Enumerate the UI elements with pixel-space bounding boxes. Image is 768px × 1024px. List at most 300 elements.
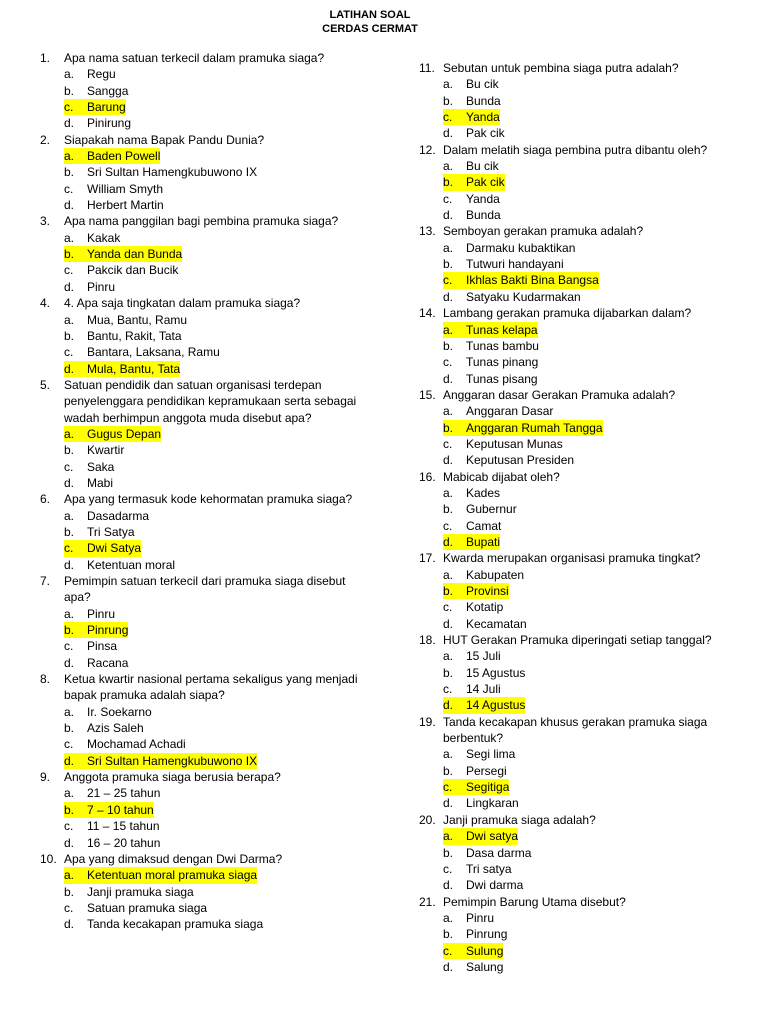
question-line	[419, 894, 759, 910]
option-letter: c.	[443, 109, 466, 125]
option-letter: d.	[443, 796, 454, 811]
option-letter: a.	[443, 747, 454, 762]
option-letter: b.	[64, 802, 87, 818]
question-text: Pemimpin satuan terkecil dari pramuka siaga disebut apa?	[64, 574, 346, 605]
option-letter: b.	[443, 583, 466, 599]
option-text: Mula, Bantu, Tata	[87, 361, 181, 376]
question-number: 2.	[40, 132, 51, 147]
question-item	[419, 60, 759, 142]
option-letter: b.	[443, 338, 454, 353]
option-letter: a.	[64, 786, 75, 801]
option-text: Barung	[87, 100, 126, 115]
option-text: 15 Agustus	[466, 665, 526, 680]
option-letter: b.	[64, 328, 75, 343]
option-text: Pinirung	[87, 116, 132, 131]
page-title: LATIHAN SOAL	[329, 9, 411, 21]
question-line	[40, 132, 365, 148]
answer-option	[419, 485, 759, 501]
question-number: 18.	[419, 633, 436, 648]
option-text: Pinsa	[87, 639, 118, 654]
option-text: 14 Agustus	[466, 698, 526, 713]
option-text: Dwi darma	[466, 878, 524, 893]
answer-option-highlighted	[419, 583, 759, 599]
answer-option	[419, 158, 759, 174]
option-letter: c.	[64, 819, 74, 834]
question-number: 9.	[40, 770, 51, 785]
option-text: Bupati	[466, 534, 501, 549]
question-line	[40, 50, 365, 66]
answer-option-highlighted	[40, 802, 365, 818]
option-text: 16 – 20 tahun	[87, 835, 161, 850]
answer-option	[40, 704, 365, 720]
option-text: Dwi Satya	[87, 541, 142, 556]
answer-option	[419, 795, 759, 811]
question-text: Siapakah nama Bapak Pandu Dunia?	[64, 132, 265, 147]
answer-option	[419, 518, 759, 534]
option-text: Tunas kelapa	[466, 322, 538, 337]
question-number: 17.	[419, 551, 436, 566]
option-text: Azis Saleh	[87, 721, 144, 736]
answer-option	[40, 835, 365, 851]
option-letter: b.	[443, 502, 454, 517]
question-item	[419, 632, 759, 714]
option-text: Yanda	[466, 191, 500, 206]
question-item	[419, 223, 759, 305]
answer-option	[40, 164, 365, 180]
option-text: Bu cik	[466, 159, 499, 174]
option-text: Satuan pramuka siaga	[87, 900, 208, 915]
option-text: Pak cik	[466, 175, 505, 190]
option-letter: d.	[443, 697, 466, 713]
answer-option	[419, 452, 759, 468]
answer-option	[40, 818, 365, 834]
answer-option-highlighted	[419, 174, 759, 190]
question-line	[419, 305, 759, 321]
answer-option	[419, 861, 759, 877]
option-text: Bu cik	[466, 77, 499, 92]
answer-option	[40, 638, 365, 654]
answer-option	[40, 312, 365, 328]
question-text: Satuan pendidik dan satuan organisasi terdepan penyelenggara pendidikan kepramukaan serta sebagai wadah berhimpun anggota muda disebut apa?	[64, 377, 357, 425]
option-text: William Smyth	[87, 181, 164, 196]
answer-option	[40, 66, 365, 82]
answer-option-highlighted	[419, 420, 759, 436]
option-text: Tunas pisang	[466, 371, 538, 386]
option-text: Sulung	[466, 943, 504, 958]
answer-option	[419, 256, 759, 272]
answer-option	[40, 557, 365, 573]
option-text: Kwartir	[87, 443, 125, 458]
question-line	[40, 295, 365, 311]
option-text: Pinrung	[466, 927, 508, 942]
answer-option-highlighted	[419, 109, 759, 125]
question-item	[419, 550, 759, 632]
question-line	[419, 142, 759, 158]
question-item	[419, 894, 759, 976]
option-text: Yanda	[466, 110, 500, 125]
option-letter: d.	[443, 208, 454, 223]
option-text: Kotatip	[466, 600, 504, 615]
answer-option	[40, 344, 365, 360]
option-letter: b.	[64, 524, 75, 539]
option-text: Keputusan Presiden	[466, 453, 575, 468]
option-text: Anggaran Dasar	[466, 404, 554, 419]
answer-option	[40, 736, 365, 752]
question-text: Kwarda merupakan organisasi pramuka tingkat?	[443, 551, 701, 566]
option-text: Ir. Soekarno	[87, 704, 152, 719]
question-item	[40, 769, 365, 851]
answer-option-highlighted	[40, 148, 365, 164]
answer-option	[40, 328, 365, 344]
answer-option-highlighted	[40, 540, 365, 556]
option-text: Lingkaran	[466, 796, 519, 811]
option-letter: b.	[443, 845, 454, 860]
answer-option	[419, 959, 759, 975]
option-letter: a.	[443, 910, 454, 925]
question-line	[419, 550, 759, 566]
option-letter: d.	[64, 475, 75, 490]
answer-option	[419, 845, 759, 861]
question-line	[40, 491, 365, 507]
question-item	[419, 714, 759, 812]
option-letter: d.	[443, 959, 454, 974]
answer-option	[419, 289, 759, 305]
option-letter: a.	[64, 230, 75, 245]
answer-option	[419, 125, 759, 141]
answer-option	[419, 240, 759, 256]
question-number: 15.	[419, 387, 436, 402]
option-text: Racana	[87, 655, 129, 670]
question-line	[40, 377, 365, 426]
option-text: 21 – 25 tahun	[87, 786, 161, 801]
question-text: Dalam melatih siaga pembina putra dibantu oleh?	[443, 142, 708, 157]
option-letter: b.	[64, 884, 75, 899]
option-letter: d.	[64, 116, 75, 131]
question-item	[40, 377, 365, 491]
option-text: Bantu, Rakit, Tata	[87, 328, 182, 343]
option-text: Tanda kecakapan pramuka siaga	[87, 917, 264, 932]
option-letter: a.	[443, 77, 454, 92]
question-item	[40, 295, 365, 377]
option-letter: a.	[443, 159, 454, 174]
option-letter: c.	[64, 99, 87, 115]
option-text: Saka	[87, 459, 115, 474]
answer-option	[419, 746, 759, 762]
answer-option	[419, 616, 759, 632]
question-text: Pemimpin Barung Utama disebut?	[443, 894, 626, 909]
question-number: 16.	[419, 469, 436, 484]
title-block	[0, 8, 740, 36]
option-letter: a.	[64, 704, 75, 719]
option-text: Provinsi	[466, 584, 509, 598]
answer-option	[40, 606, 365, 622]
option-letter: a.	[64, 312, 75, 327]
question-item	[419, 305, 759, 387]
question-line	[40, 769, 365, 785]
option-text: Kades	[466, 485, 501, 500]
option-letter: d.	[64, 198, 75, 213]
question-text: Apa yang termasuk kode kehormatan pramuka siaga?	[64, 492, 353, 507]
option-text: Janji pramuka siaga	[87, 884, 194, 899]
option-letter: c.	[64, 345, 74, 360]
option-letter: a.	[443, 404, 454, 419]
question-text: Sebutan untuk pembina siaga putra adalah?	[443, 61, 679, 75]
answer-option-highlighted	[40, 361, 365, 377]
question-line	[40, 213, 365, 229]
question-line	[40, 573, 365, 606]
answer-option	[419, 926, 759, 942]
option-text: Dwi satya	[466, 829, 519, 844]
answer-option	[419, 501, 759, 517]
answer-option	[419, 567, 759, 583]
option-text: Kakak	[87, 230, 121, 245]
option-letter: a.	[443, 485, 454, 500]
option-letter: a.	[64, 867, 87, 883]
option-letter: a.	[64, 426, 87, 442]
option-letter: a.	[64, 606, 75, 621]
option-text: Baden Powell	[87, 149, 161, 164]
option-letter: a.	[443, 240, 454, 255]
option-text: Segitiga	[466, 780, 510, 795]
option-text: Pinrung	[87, 623, 129, 638]
answer-option-highlighted	[419, 534, 759, 550]
option-letter: d.	[443, 534, 466, 550]
option-letter: c.	[443, 355, 453, 370]
page-subtitle: CERDAS CERMAT	[322, 23, 418, 35]
option-letter: b.	[443, 763, 454, 778]
option-letter: b.	[443, 420, 466, 436]
question-number: 21.	[419, 894, 436, 909]
answer-option	[40, 720, 365, 736]
option-text: Bantara, Laksana, Ramu	[87, 345, 220, 360]
answer-option	[40, 655, 365, 671]
answer-option	[40, 508, 365, 524]
option-text: Tri satya	[466, 861, 512, 876]
option-text: Kecamatan	[466, 616, 527, 631]
option-letter: d.	[64, 835, 75, 850]
question-line	[419, 812, 759, 828]
answer-option-highlighted	[40, 753, 365, 769]
answer-option	[419, 403, 759, 419]
answer-option-highlighted	[419, 322, 759, 338]
option-letter: c.	[443, 943, 466, 959]
answer-option-highlighted	[419, 272, 759, 288]
option-letter: a.	[443, 567, 454, 582]
option-letter: b.	[64, 165, 75, 180]
answer-option	[419, 681, 759, 697]
answer-option-highlighted	[419, 943, 759, 959]
option-letter: c.	[64, 737, 74, 752]
answer-option-highlighted	[419, 697, 759, 713]
option-text: Ikhlas Bakti Bina Bangsa	[466, 273, 599, 288]
question-line	[419, 714, 759, 747]
question-text: Apa nama panggilan bagi pembina pramuka siaga?	[64, 214, 339, 229]
option-letter: c.	[443, 518, 453, 533]
option-letter: d.	[64, 557, 75, 572]
option-text: Keputusan Munas	[466, 436, 563, 451]
question-number: 14.	[419, 306, 436, 321]
option-letter: c.	[443, 779, 466, 795]
answer-option	[40, 262, 365, 278]
option-text: Pakcik dan Bucik	[87, 263, 179, 278]
answer-option	[419, 436, 759, 452]
option-text: Pinru	[87, 606, 116, 621]
answer-option	[419, 665, 759, 681]
answer-option	[40, 230, 365, 246]
option-text: Tunas pinang	[466, 355, 539, 370]
answer-option	[419, 910, 759, 926]
option-letter: c.	[64, 540, 87, 556]
option-text: Ketentuan moral	[87, 557, 176, 572]
option-letter: d.	[443, 878, 454, 893]
option-text: Mua, Bantu, Ramu	[87, 312, 188, 327]
option-letter: a.	[64, 67, 75, 82]
option-letter: d.	[64, 753, 87, 769]
question-item	[40, 213, 365, 295]
option-letter: a.	[64, 148, 87, 164]
option-letter: b.	[443, 257, 454, 272]
answer-option-highlighted	[40, 622, 365, 638]
question-text: HUT Gerakan Pramuka diperingati setiap tanggal?	[443, 633, 712, 648]
option-letter: b.	[64, 246, 87, 262]
question-line	[419, 387, 759, 403]
option-text: Sangga	[87, 83, 129, 98]
question-item	[419, 387, 759, 469]
option-text: Camat	[466, 518, 502, 533]
option-letter: c.	[443, 272, 466, 288]
answer-option	[40, 459, 365, 475]
option-letter: b.	[64, 721, 75, 736]
option-text: Bunda	[466, 208, 501, 223]
option-letter: d.	[443, 371, 454, 386]
question-text: Apa nama satuan terkecil dalam pramuka siaga?	[64, 51, 325, 65]
question-item	[40, 851, 365, 933]
option-text: Tunas bambu	[466, 338, 539, 353]
option-text: Darmaku kubaktikan	[466, 240, 576, 255]
option-letter: d.	[64, 279, 75, 294]
answer-option	[40, 279, 365, 295]
question-text: Tanda kecakapan khusus gerakan pramuka siaga berbentuk?	[443, 714, 708, 746]
question-number: 3.	[40, 214, 51, 229]
question-text: 4. Apa saja tingkatan dalam pramuka siaga?	[64, 296, 301, 311]
question-item	[419, 142, 759, 224]
answer-option	[40, 785, 365, 801]
question-text: Anggaran dasar Gerakan Pramuka adalah?	[443, 387, 676, 402]
option-text: 11 – 15 tahun	[87, 819, 160, 834]
answer-option	[40, 197, 365, 213]
option-text: Pinru	[87, 279, 116, 294]
answer-option-highlighted	[419, 828, 759, 844]
question-text: Semboyan gerakan pramuka adalah?	[443, 224, 644, 239]
answer-option	[40, 524, 365, 540]
option-letter: a.	[443, 649, 454, 664]
option-text: Segi lima	[466, 747, 516, 762]
option-letter: c.	[443, 861, 453, 876]
option-text: Herbert Martin	[87, 198, 164, 213]
question-number: 4.	[40, 296, 51, 311]
answer-option	[419, 338, 759, 354]
answer-option	[40, 83, 365, 99]
answer-option	[419, 599, 759, 615]
option-letter: b.	[443, 665, 454, 680]
answer-option	[40, 115, 365, 131]
answer-option	[419, 191, 759, 207]
question-number: 1.	[40, 51, 51, 65]
option-letter: d.	[443, 453, 454, 468]
answer-option	[419, 371, 759, 387]
question-number: 6.	[40, 492, 51, 507]
answer-option-highlighted	[419, 779, 759, 795]
option-text: Pak cik	[466, 126, 505, 141]
option-text: Gugus Depan	[87, 426, 162, 441]
option-letter: a.	[64, 508, 75, 523]
option-text: 15 Juli	[466, 649, 501, 664]
answer-option	[419, 877, 759, 893]
option-text: Tri Satya	[87, 524, 135, 539]
question-item	[419, 469, 759, 551]
answer-option	[419, 354, 759, 370]
answer-option	[419, 76, 759, 92]
option-text: Sri Sultan Hamengkubuwono IX	[87, 165, 258, 180]
question-line	[40, 671, 365, 704]
option-text: Regu	[87, 67, 116, 82]
option-text: Persegi	[466, 763, 507, 778]
option-text: 7 – 10 tahun	[87, 802, 154, 817]
question-item	[40, 50, 365, 132]
answer-option-highlighted	[40, 867, 365, 883]
option-letter: d.	[443, 126, 454, 141]
option-text: Gubernur	[466, 502, 517, 517]
question-item	[40, 573, 365, 671]
answer-option	[419, 93, 759, 109]
question-number: 19.	[419, 714, 436, 729]
answer-option	[40, 900, 365, 916]
option-letter: b.	[443, 93, 454, 108]
question-item	[419, 812, 759, 894]
option-letter: b.	[443, 927, 454, 942]
question-line	[419, 469, 759, 485]
question-text: Janji pramuka siaga adalah?	[443, 812, 596, 827]
option-letter: c.	[64, 900, 74, 915]
option-letter: d.	[64, 361, 87, 377]
answer-option	[419, 648, 759, 664]
option-text: Satyaku Kudarmakan	[466, 289, 581, 304]
option-letter: b.	[64, 622, 87, 638]
option-text: Yanda dan Bunda	[87, 247, 183, 262]
answer-option	[419, 207, 759, 223]
question-line	[40, 851, 365, 867]
question-number: 13.	[419, 224, 436, 239]
question-item	[40, 671, 365, 769]
option-letter: c.	[64, 459, 74, 474]
right-question-column	[419, 60, 759, 975]
answer-option-highlighted	[40, 426, 365, 442]
question-text: Apa yang dimaksud dengan Dwi Darma?	[64, 851, 283, 866]
option-letter: c.	[443, 191, 453, 206]
option-letter: b.	[64, 83, 75, 98]
question-line	[419, 632, 759, 648]
option-text: 14 Juli	[466, 682, 501, 697]
answer-option	[419, 763, 759, 779]
question-item	[40, 491, 365, 573]
option-text: Sri Sultan Hamengkubuwono IX	[87, 753, 258, 768]
question-number: 8.	[40, 672, 51, 687]
question-line	[419, 60, 759, 76]
question-number: 20.	[419, 812, 436, 827]
option-letter: d.	[443, 289, 454, 304]
option-letter: c.	[64, 639, 74, 654]
question-text: Ketua kwartir nasional pertama sekaligus yang menjadi bapak pramuka adalah siapa?	[64, 672, 358, 703]
